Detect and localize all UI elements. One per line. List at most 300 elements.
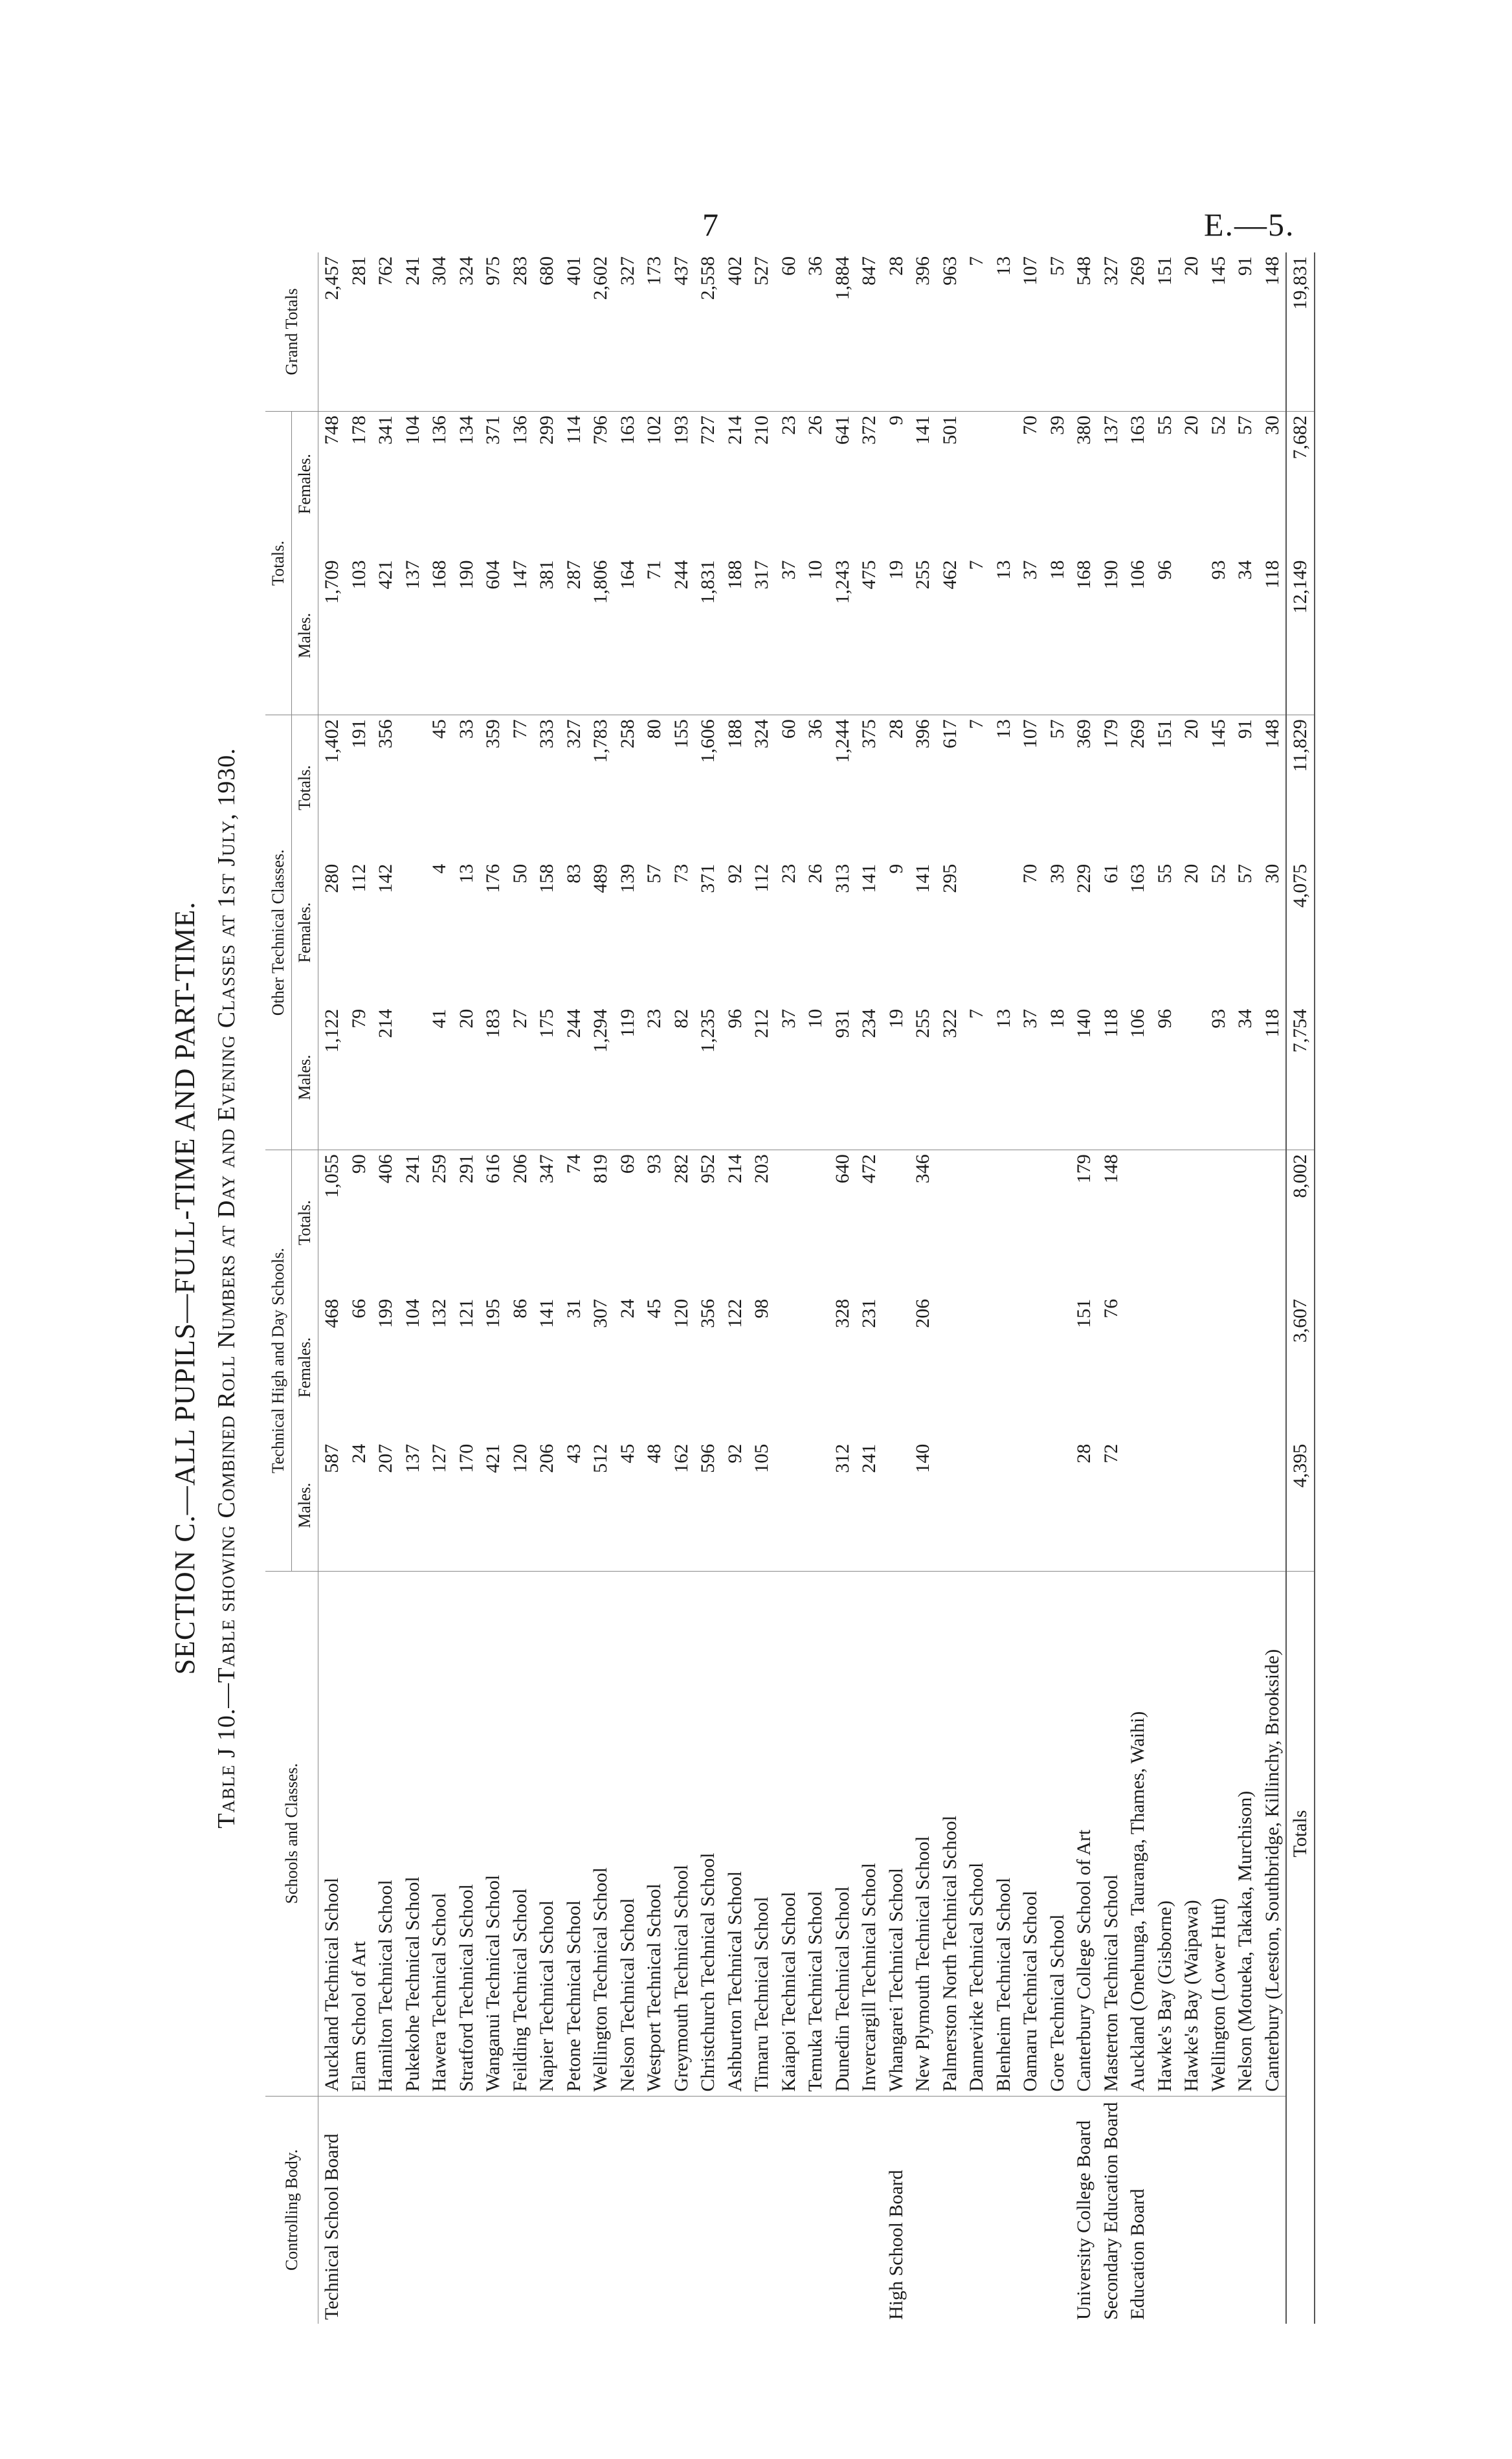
school-name-cell: Dunedin Technical School bbox=[829, 1571, 856, 2096]
tech-males-cell bbox=[1178, 1440, 1205, 1572]
tech-females-cell bbox=[1017, 1295, 1044, 1440]
header-females: Females. bbox=[292, 860, 318, 1005]
grand-total-cell: 151 bbox=[1153, 256, 1175, 285]
rotated-table-block bbox=[168, 252, 1311, 2324]
all-males-cell: 34 bbox=[1234, 560, 1256, 580]
table-row bbox=[829, 252, 856, 2324]
all-males-cell: 475 bbox=[858, 560, 880, 590]
other-males-cell: 96 bbox=[724, 1008, 746, 1029]
other-females-cell: 371 bbox=[697, 863, 718, 893]
other-males-cell: 255 bbox=[912, 1008, 933, 1038]
other-totals-cell: 375 bbox=[856, 715, 883, 860]
tech-totals-cell: 640 bbox=[829, 1150, 856, 1295]
tech-totals-cell bbox=[1178, 1150, 1205, 1295]
other-totals-cell: 155 bbox=[668, 715, 695, 860]
all-females-cell bbox=[963, 411, 990, 556]
other-females-cell: 23 bbox=[777, 863, 799, 884]
table-body bbox=[318, 252, 1287, 2324]
other-totals-cell: 91 bbox=[1232, 715, 1259, 860]
other-males-cell: 244 bbox=[562, 1008, 584, 1038]
all-males-cell: 103 bbox=[348, 560, 370, 590]
totals-tech-males: 4,395 bbox=[1286, 1440, 1315, 1572]
tech-males-cell: 512 bbox=[590, 1443, 611, 1473]
other-females-cell: 70 bbox=[1019, 863, 1041, 884]
tech-totals-cell: 406 bbox=[372, 1150, 399, 1295]
controlling-body-cell: Secondary Education Board bbox=[1098, 2096, 1125, 2324]
all-females-cell: 501 bbox=[937, 411, 964, 556]
other-totals-cell: 7 bbox=[963, 715, 990, 860]
header-males: Males. bbox=[292, 556, 318, 715]
other-females-cell: 141 bbox=[912, 863, 933, 893]
all-males-cell: 421 bbox=[375, 560, 396, 590]
all-females-cell: 178 bbox=[346, 411, 373, 556]
other-males-cell: 1,122 bbox=[321, 1008, 342, 1053]
all-males-cell: 1,831 bbox=[697, 560, 718, 604]
tech-males-cell: 596 bbox=[697, 1443, 718, 1473]
tech-females-cell bbox=[1232, 1295, 1259, 1440]
other-totals-cell: 327 bbox=[561, 715, 588, 860]
tech-males-cell: 170 bbox=[455, 1443, 477, 1473]
all-males-cell: 118 bbox=[1261, 560, 1283, 589]
school-name-cell: Hawke's Bay (Gisborne) bbox=[1151, 1571, 1179, 2096]
table-row bbox=[399, 252, 427, 2324]
all-males-cell: 1,709 bbox=[321, 560, 342, 604]
school-name-cell: Hamilton Technical School bbox=[372, 1571, 399, 2096]
grand-total-cell: 107 bbox=[1019, 256, 1041, 285]
table-row bbox=[533, 252, 561, 2324]
other-males-cell: 34 bbox=[1234, 1008, 1256, 1029]
grand-total-cell: 28 bbox=[885, 256, 907, 276]
tech-totals-cell bbox=[990, 1150, 1017, 1295]
controlling-body-cell bbox=[399, 2096, 427, 2324]
table-row bbox=[507, 252, 534, 2324]
tech-males-cell: 140 bbox=[912, 1443, 933, 1473]
school-name-cell: Canterbury College School of Art bbox=[1071, 1571, 1098, 2096]
totals-body-cell bbox=[1286, 2096, 1315, 2324]
all-females-cell: 70 bbox=[1017, 411, 1044, 556]
other-males-cell: 79 bbox=[348, 1008, 370, 1029]
school-name-cell: Feilding Technical School bbox=[507, 1571, 534, 2096]
other-females-cell: 9 bbox=[885, 863, 907, 874]
all-males-cell: 164 bbox=[616, 560, 638, 590]
table-row bbox=[1151, 252, 1179, 2324]
all-females-cell: 380 bbox=[1071, 411, 1098, 556]
other-totals-cell: 80 bbox=[641, 715, 668, 860]
school-name-cell: Kaiapoi Technical School bbox=[775, 1571, 803, 2096]
tech-totals-cell: 347 bbox=[533, 1150, 561, 1295]
controlling-body-cell: Technical School Board bbox=[318, 2096, 346, 2324]
grand-total-cell: 145 bbox=[1207, 256, 1229, 285]
other-males-cell: 140 bbox=[1073, 1008, 1095, 1038]
all-females-cell: 137 bbox=[1098, 411, 1125, 556]
table-row bbox=[1205, 252, 1232, 2324]
grand-total-cell: 680 bbox=[536, 256, 557, 285]
totals-other-totals: 11,829 bbox=[1286, 715, 1315, 860]
controlling-body-cell: University College Board bbox=[1071, 2096, 1098, 2324]
controlling-body-cell bbox=[1017, 2096, 1044, 2324]
header-grand-totals: Grand Totals bbox=[265, 252, 318, 411]
grand-total-cell: 963 bbox=[939, 256, 961, 285]
all-males-cell: 106 bbox=[1127, 560, 1148, 590]
grand-total-cell: 1,884 bbox=[831, 256, 853, 300]
all-females-cell: 748 bbox=[318, 411, 346, 556]
school-name-cell: Timaru Technical School bbox=[748, 1571, 775, 2096]
tech-males-cell bbox=[883, 1440, 910, 1572]
other-males-cell bbox=[399, 1005, 427, 1150]
controlling-body-cell bbox=[829, 2096, 856, 2324]
school-name-cell: Petone Technical School bbox=[561, 1571, 588, 2096]
table-row bbox=[372, 252, 399, 2324]
other-males-cell: 41 bbox=[428, 1008, 450, 1029]
controlling-body-cell bbox=[1232, 2096, 1259, 2324]
other-females-cell: 55 bbox=[1153, 863, 1175, 884]
tech-totals-cell bbox=[883, 1150, 910, 1295]
other-females-cell: 39 bbox=[1046, 863, 1068, 884]
controlling-body-cell bbox=[346, 2096, 373, 2324]
tech-totals-cell: 346 bbox=[909, 1150, 937, 1295]
table-row bbox=[722, 252, 749, 2324]
tech-totals-cell: 74 bbox=[561, 1150, 588, 1295]
tech-females-cell bbox=[1205, 1295, 1232, 1440]
all-females-cell: 57 bbox=[1232, 411, 1259, 556]
tech-totals-cell bbox=[1124, 1150, 1151, 1295]
school-name-cell: Nelson (Motueka, Takaka, Murchison) bbox=[1232, 1571, 1259, 2096]
table-row bbox=[1044, 252, 1071, 2324]
school-name-cell: Pukekohe Technical School bbox=[399, 1571, 427, 2096]
other-males-cell: 118 bbox=[1100, 1008, 1122, 1038]
tech-males-cell bbox=[1124, 1440, 1151, 1572]
tech-males-cell bbox=[775, 1440, 803, 1572]
tech-females-cell bbox=[1044, 1295, 1071, 1440]
table-row bbox=[1232, 252, 1259, 2324]
other-males-cell: 7 bbox=[966, 1008, 987, 1019]
totals-all-females: 7,682 bbox=[1286, 411, 1315, 556]
tech-totals-cell bbox=[937, 1150, 964, 1295]
school-name-cell: Invercargill Technical School bbox=[856, 1571, 883, 2096]
grand-total-cell: 283 bbox=[509, 256, 531, 285]
other-females-cell: 52 bbox=[1207, 863, 1229, 884]
school-name-cell: Wellington (Lower Hutt) bbox=[1205, 1571, 1232, 2096]
page-number: 7 bbox=[702, 206, 718, 243]
table-row bbox=[883, 252, 910, 2324]
totals-other-females: 4,075 bbox=[1286, 860, 1315, 1005]
tech-males-cell: 48 bbox=[643, 1443, 665, 1463]
all-females-cell: 299 bbox=[533, 411, 561, 556]
totals-label: Totals bbox=[1286, 1571, 1315, 2096]
tech-totals-cell: 241 bbox=[399, 1150, 427, 1295]
table-row bbox=[909, 252, 937, 2324]
controlling-body-cell bbox=[937, 2096, 964, 2324]
tech-totals-cell bbox=[802, 1150, 829, 1295]
controlling-body-cell bbox=[587, 2096, 614, 2324]
other-females-cell: 92 bbox=[724, 863, 746, 884]
tech-totals-cell: 616 bbox=[480, 1150, 507, 1295]
grand-total-cell: 975 bbox=[482, 256, 504, 285]
all-females-cell: 727 bbox=[695, 411, 722, 556]
tech-females-cell bbox=[990, 1295, 1017, 1440]
other-totals-cell: 151 bbox=[1151, 715, 1179, 860]
all-females-cell: 39 bbox=[1044, 411, 1071, 556]
school-name-cell: Stratford Technical School bbox=[453, 1571, 480, 2096]
tech-males-cell: 24 bbox=[348, 1443, 370, 1463]
tech-totals-cell: 148 bbox=[1098, 1150, 1125, 1295]
controlling-body-cell: Education Board bbox=[1124, 2096, 1151, 2324]
controlling-body-cell bbox=[614, 2096, 641, 2324]
tech-males-cell: 312 bbox=[831, 1443, 853, 1473]
grand-total-cell: 36 bbox=[805, 256, 826, 276]
tech-females-cell bbox=[937, 1295, 964, 1440]
all-males-cell: 244 bbox=[670, 560, 692, 590]
tech-females-cell: 121 bbox=[455, 1298, 477, 1328]
other-males-cell: 27 bbox=[509, 1008, 531, 1029]
tech-males-cell: 421 bbox=[482, 1443, 504, 1473]
table-row bbox=[561, 252, 588, 2324]
tech-females-cell: 122 bbox=[724, 1298, 746, 1328]
header-totals: Totals. bbox=[292, 715, 318, 860]
school-name-cell: Nelson Technical School bbox=[614, 1571, 641, 2096]
document-reference: E.—5. bbox=[1204, 206, 1295, 243]
table-row bbox=[346, 252, 373, 2324]
tech-males-cell: 45 bbox=[616, 1443, 638, 1463]
all-females-cell: 102 bbox=[641, 411, 668, 556]
other-females-cell: 20 bbox=[1181, 863, 1202, 884]
other-totals-cell: 191 bbox=[346, 715, 373, 860]
tech-males-cell bbox=[1232, 1440, 1259, 1572]
all-males-cell: 10 bbox=[805, 560, 826, 580]
other-males-cell: 175 bbox=[536, 1008, 557, 1038]
other-males-cell bbox=[1178, 1005, 1205, 1150]
other-females-cell: 4 bbox=[428, 863, 450, 874]
grand-total-cell: 401 bbox=[562, 256, 584, 285]
other-totals-cell: 107 bbox=[1017, 715, 1044, 860]
all-males-cell: 168 bbox=[1073, 560, 1095, 590]
all-males-cell: 137 bbox=[401, 560, 423, 590]
other-females-cell: 158 bbox=[536, 863, 557, 893]
tech-females-cell: 98 bbox=[751, 1298, 772, 1319]
all-males-cell: 317 bbox=[751, 560, 772, 590]
tech-females-cell: 104 bbox=[401, 1298, 423, 1328]
tech-totals-cell: 206 bbox=[507, 1150, 534, 1295]
all-females-cell: 136 bbox=[426, 411, 453, 556]
controlling-body-cell bbox=[722, 2096, 749, 2324]
tech-females-cell: 356 bbox=[697, 1298, 718, 1328]
controlling-body-cell bbox=[668, 2096, 695, 2324]
table-row bbox=[426, 252, 453, 2324]
table-row bbox=[453, 252, 480, 2324]
all-females-cell: 52 bbox=[1205, 411, 1232, 556]
tech-totals-cell bbox=[1017, 1150, 1044, 1295]
all-females-cell bbox=[990, 411, 1017, 556]
table-row bbox=[668, 252, 695, 2324]
tech-totals-cell: 179 bbox=[1071, 1150, 1098, 1295]
tech-females-cell: 206 bbox=[912, 1298, 933, 1328]
all-males-cell: 188 bbox=[724, 560, 746, 590]
tech-females-cell: 45 bbox=[643, 1298, 665, 1319]
other-totals-cell: 28 bbox=[883, 715, 910, 860]
other-females-cell: 50 bbox=[509, 863, 531, 884]
controlling-body-cell bbox=[1205, 2096, 1232, 2324]
table-row bbox=[937, 252, 964, 2324]
tech-males-cell: 137 bbox=[401, 1443, 423, 1473]
table-row bbox=[587, 252, 614, 2324]
other-males-cell: 214 bbox=[375, 1008, 396, 1038]
all-females-cell: 210 bbox=[748, 411, 775, 556]
grand-total-cell: 91 bbox=[1234, 256, 1256, 276]
other-females-cell bbox=[399, 860, 427, 1005]
header-males: Males. bbox=[292, 1005, 318, 1150]
all-females-cell: 641 bbox=[829, 411, 856, 556]
other-totals-cell: 13 bbox=[990, 715, 1017, 860]
other-females-cell: 163 bbox=[1127, 863, 1148, 893]
other-totals-cell: 369 bbox=[1071, 715, 1098, 860]
tech-males-cell: 72 bbox=[1100, 1443, 1122, 1463]
all-males-cell: 168 bbox=[428, 560, 450, 590]
header-group-other-technical: Other Technical Classes. bbox=[265, 715, 292, 1150]
tech-males-cell: 105 bbox=[751, 1443, 772, 1473]
controlling-body-cell bbox=[641, 2096, 668, 2324]
totals-tech-females: 3,607 bbox=[1286, 1295, 1315, 1440]
tech-males-cell bbox=[937, 1440, 964, 1572]
other-males-cell: 10 bbox=[805, 1008, 826, 1029]
totals-grand: 19,831 bbox=[1286, 252, 1315, 411]
other-males-cell: 234 bbox=[858, 1008, 880, 1038]
table-row bbox=[963, 252, 990, 2324]
other-females-cell: 112 bbox=[348, 863, 370, 893]
tech-totals-cell bbox=[1151, 1150, 1179, 1295]
grand-total-cell: 60 bbox=[777, 256, 799, 276]
controlling-body-cell bbox=[909, 2096, 937, 2324]
table-row bbox=[1071, 252, 1098, 2324]
tech-males-cell bbox=[1205, 1440, 1232, 1572]
table-row bbox=[775, 252, 803, 2324]
tech-males-cell: 207 bbox=[375, 1443, 396, 1473]
tech-females-cell bbox=[1178, 1295, 1205, 1440]
school-name-cell: Auckland Technical School bbox=[318, 1571, 346, 2096]
all-females-cell: 371 bbox=[480, 411, 507, 556]
table-row bbox=[480, 252, 507, 2324]
controlling-body-cell bbox=[453, 2096, 480, 2324]
tech-females-cell bbox=[963, 1295, 990, 1440]
other-totals-cell: 36 bbox=[802, 715, 829, 860]
tech-males-cell: 206 bbox=[536, 1443, 557, 1473]
tech-females-cell: 199 bbox=[375, 1298, 396, 1328]
other-totals-cell: 179 bbox=[1098, 715, 1125, 860]
controlling-body-cell bbox=[1178, 2096, 1205, 2324]
table-row bbox=[748, 252, 775, 2324]
controlling-body-cell bbox=[372, 2096, 399, 2324]
all-males-cell: 96 bbox=[1153, 560, 1175, 580]
school-name-cell: Hawera Technical School bbox=[426, 1571, 453, 2096]
other-males-cell: 1,235 bbox=[697, 1008, 718, 1053]
other-totals-cell: 60 bbox=[775, 715, 803, 860]
tech-females-cell: 132 bbox=[428, 1298, 450, 1328]
other-females-cell: 73 bbox=[670, 863, 692, 884]
other-totals-cell: 148 bbox=[1259, 715, 1287, 860]
grand-total-cell: 148 bbox=[1261, 256, 1283, 285]
school-name-cell: Whangarei Technical School bbox=[883, 1571, 910, 2096]
other-totals-cell: 77 bbox=[507, 715, 534, 860]
grand-total-cell: 396 bbox=[912, 256, 933, 285]
other-totals-cell: 333 bbox=[533, 715, 561, 860]
tech-totals-cell: 69 bbox=[614, 1150, 641, 1295]
tech-males-cell bbox=[963, 1440, 990, 1572]
controlling-body-cell bbox=[561, 2096, 588, 2324]
all-males-cell: 604 bbox=[482, 560, 504, 590]
grand-total-cell: 241 bbox=[401, 256, 423, 285]
tech-females-cell bbox=[883, 1295, 910, 1440]
totals-other-males: 7,754 bbox=[1286, 1005, 1315, 1150]
tech-males-cell bbox=[1017, 1440, 1044, 1572]
other-totals-cell: 359 bbox=[480, 715, 507, 860]
tech-males-cell bbox=[1151, 1440, 1179, 1572]
other-females-cell: 30 bbox=[1261, 863, 1283, 884]
totals-tech-totals: 8,002 bbox=[1286, 1150, 1315, 1295]
controlling-body-cell bbox=[533, 2096, 561, 2324]
other-males-cell: 37 bbox=[777, 1008, 799, 1029]
all-males-cell: 18 bbox=[1046, 560, 1068, 580]
controlling-body-cell bbox=[1044, 2096, 1071, 2324]
header-totals: Totals. bbox=[292, 1150, 318, 1295]
table-title: Table J 10.—Table showing Combined Roll Numbers at Day and Evening Classes at 1st July, 1930. bbox=[213, 748, 240, 1829]
tech-females-cell: 141 bbox=[536, 1298, 557, 1328]
school-name-cell: Napier Technical School bbox=[533, 1571, 561, 2096]
other-females-cell bbox=[990, 860, 1017, 1005]
tech-females-cell: 86 bbox=[509, 1298, 531, 1319]
header-group-technical-high: Technical High and Day Schools. bbox=[265, 1150, 292, 1572]
all-males-cell: 37 bbox=[777, 560, 799, 580]
other-males-cell: 931 bbox=[831, 1008, 853, 1038]
controlling-body-cell bbox=[695, 2096, 722, 2324]
grand-total-cell: 2,602 bbox=[590, 256, 611, 300]
table-row bbox=[1017, 252, 1044, 2324]
tech-totals-cell bbox=[963, 1150, 990, 1295]
header-controlling-body: Controlling Body. bbox=[265, 2096, 318, 2324]
tech-totals-cell: 93 bbox=[641, 1150, 668, 1295]
other-totals-cell: 20 bbox=[1178, 715, 1205, 860]
grand-total-cell: 7 bbox=[966, 256, 987, 266]
other-totals-cell: 188 bbox=[722, 715, 749, 860]
totals-all-males: 12,149 bbox=[1286, 556, 1315, 715]
grand-total-cell: 847 bbox=[858, 256, 880, 285]
section-title: SECTION C.—ALL PUPILS—FULL-TIME AND PART-TIME. bbox=[169, 901, 201, 1675]
other-females-cell: 295 bbox=[939, 863, 961, 893]
other-totals-cell: 1,606 bbox=[695, 715, 722, 860]
all-females-cell: 23 bbox=[775, 411, 803, 556]
all-males-cell bbox=[1178, 556, 1205, 715]
tech-females-cell: 328 bbox=[831, 1298, 853, 1328]
all-females-cell: 114 bbox=[561, 411, 588, 556]
school-name-cell: Dannevirke Technical School bbox=[963, 1571, 990, 2096]
table-row bbox=[1124, 252, 1151, 2324]
other-totals-cell: 1,244 bbox=[829, 715, 856, 860]
table-row bbox=[1178, 252, 1205, 2324]
all-males-cell: 37 bbox=[1019, 560, 1041, 580]
all-males-cell: 71 bbox=[643, 560, 665, 580]
controlling-body-cell bbox=[748, 2096, 775, 2324]
table-row bbox=[614, 252, 641, 2324]
table-header bbox=[265, 252, 318, 2324]
tech-females-cell bbox=[775, 1295, 803, 1440]
tech-females-cell: 31 bbox=[562, 1298, 584, 1319]
tech-totals-cell bbox=[1044, 1150, 1071, 1295]
tech-males-cell bbox=[1044, 1440, 1071, 1572]
other-totals-cell: 145 bbox=[1205, 715, 1232, 860]
all-males-cell: 287 bbox=[562, 560, 584, 590]
other-females-cell: 313 bbox=[831, 863, 853, 893]
controlling-body-cell bbox=[775, 2096, 803, 2324]
totals-row bbox=[1286, 252, 1315, 2324]
other-females-cell: 489 bbox=[590, 863, 611, 893]
